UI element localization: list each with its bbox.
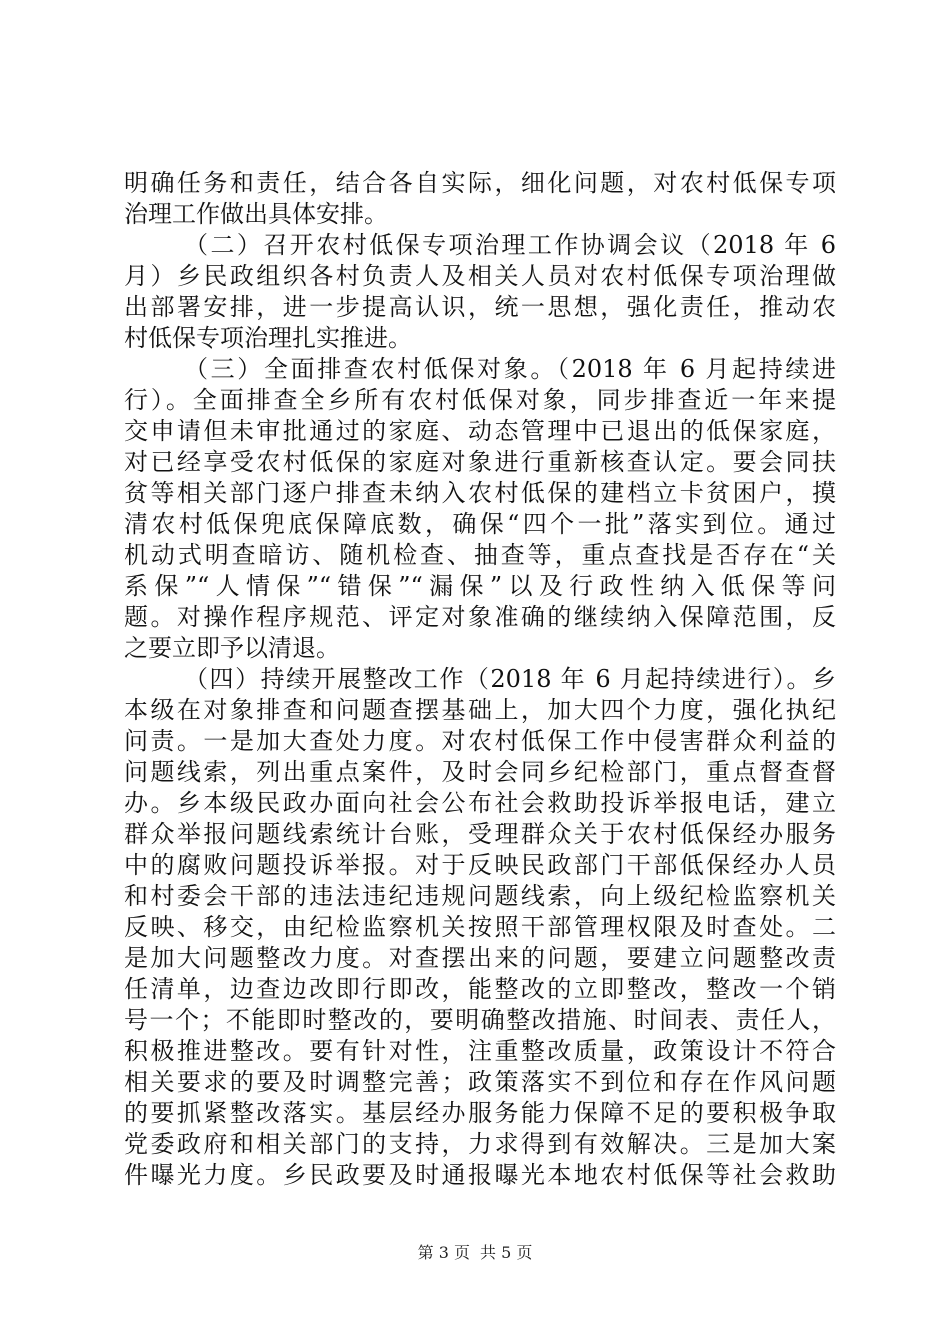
text-line: （四）持续开展整改工作（2018 年 6 月起持续进行）。乡 (184, 665, 836, 693)
text-line: 号一个；不能即时整改的，要明确整改措施、时间表、责任人， (124, 1006, 836, 1034)
text-line: 行）。全面排查全乡所有农村低保对象，同步排查近一年来提 (124, 386, 836, 414)
text-line: 交申请但未审批通过的家庭、动态管理中已退出的低保家庭， (124, 417, 836, 445)
text-line: 问责。一是加大查处力度。对农村低保工作中侵害群众利益的 (124, 727, 836, 755)
text-line: 贫等相关部门逐户排查未纳入农村低保的建档立卡贫困户，摸 (124, 479, 836, 507)
page-footer (0, 1243, 950, 1263)
text-line: 明确任务和责任，结合各自实际，细化问题，对农村低保专项 (124, 169, 836, 197)
text-line: 月）乡民政组织各村负责人及相关人员对农村低保专项治理做 (124, 262, 836, 290)
text-line: 之要立即予以清退。 (124, 634, 340, 662)
text-line: 清农村低保兜底保障底数，确保“四个一批”落实到位。通过 (124, 510, 836, 538)
text-line: （二）召开农村低保专项治理工作协调会议（2018 年 6 (184, 231, 836, 259)
text-line: 办。乡本级民政办面向社会公布社会救助投诉举报电话，建立 (124, 789, 836, 817)
text-line: 问题线索，列出重点案件，及时会同乡纪检部门，重点督查督 (124, 758, 836, 786)
text-line: 本级在对象排查和问题查摆基础上，加大四个力度，强化执纪 (124, 696, 836, 724)
text-line: 相关要求的要及时调整完善；政策落实不到位和存在作风问题 (124, 1068, 836, 1096)
text-line: 党委政府和相关部门的支持，力求得到有效解决。三是加大案 (124, 1130, 836, 1158)
text-line: 中的腐败问题投诉举报。对于反映民政部门干部低保经办人员 (124, 851, 836, 879)
text-line: 任清单，边查边改即行即改，能整改的立即整改，整改一个销 (124, 975, 836, 1003)
text-line: 出部署安排，进一步提高认识，统一思想，强化责任，推动农 (124, 293, 836, 321)
text-line: 题。对操作程序规范、评定对象准确的继续纳入保障范围，反 (124, 603, 836, 631)
text-line: 系保”“人情保”“错保”“漏保”以及行政性纳入低保等问 (124, 572, 836, 600)
text-line: 是加大问题整改力度。对查摆出来的问题，要建立问题整改责 (124, 944, 836, 972)
text-line: 和村委会干部的违法违纪违规问题线索，向上级纪检监察机关 (124, 882, 836, 910)
text-line: 机动式明查暗访、随机检查、抽查等，重点查找是否存在“关 (124, 541, 836, 569)
body-text (124, 168, 836, 1191)
text-line: 积极推进整改。要有针对性，注重整改质量，政策设计不符合 (124, 1037, 836, 1065)
text-line: 件曝光力度。乡民政要及时通报曝光本地农村低保等社会救助 (124, 1161, 836, 1189)
page-number: 第 3 页 (417, 1243, 470, 1262)
text-line: 反映、移交，由纪检监察机关按照干部管理权限及时查处。二 (124, 913, 836, 941)
text-line: 村低保专项治理扎实推进。 (124, 324, 412, 352)
text-line: 的要抓紧整改落实。基层经办服务能力保障不足的要积极争取 (124, 1099, 836, 1127)
text-line: 群众举报问题线索统计台账，受理群众关于农村低保经办服务 (124, 820, 836, 848)
text-line: 对已经享受农村低保的家庭对象进行重新核查认定。要会同扶 (124, 448, 836, 476)
text-line: （三）全面排查农村低保对象。（2018 年 6 月起持续进 (184, 355, 836, 383)
page-total: 共 5 页 (480, 1243, 533, 1262)
text-line: 治理工作做出具体安排。 (124, 200, 388, 228)
